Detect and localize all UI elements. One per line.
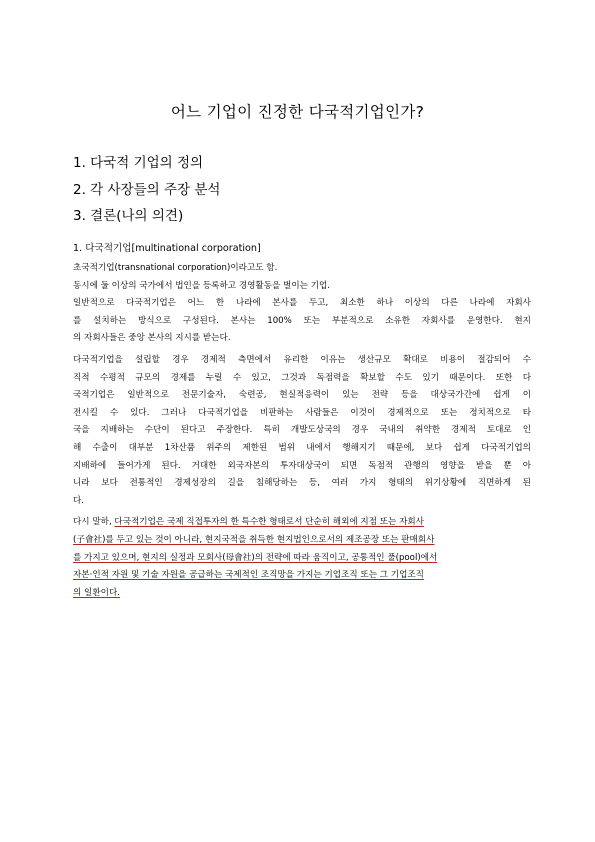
paragraph bbox=[73, 278, 531, 296]
text-line: 해 수출이 대부분 1차산품 위주의 제한된 범위 내에서 행해지기 때문에, 보다 쉽게 다국적기업의 bbox=[73, 442, 531, 453]
text-line: 지배하에 들어가게 된다. 거대한 외국자본의 투자대상국이 되면 독점적 관행의 영향을 받을 뿐 아 bbox=[73, 460, 531, 471]
text-line: 국적기업은 일반적으로 전문기술자, 숙련공, 현실적응력이 있는 전략 등을 대상국가간에 쉽게 이 bbox=[73, 390, 531, 401]
paragraph bbox=[73, 352, 531, 510]
text-line bbox=[73, 567, 531, 585]
text-line: 다국적기업을 설립할 경우 경제적 측면에서 유리한 이유는 생산규모 확대로 비용이 절감되어 수 bbox=[73, 354, 531, 365]
underlined-text: 다국적기업은 국제 직접투자의 한 특수한 형태로서 단순히 해외에 지점 또는 자회사 bbox=[114, 517, 424, 528]
text-line: 니라 보다 전통적인 경제성장의 길을 침해당하는 등, 여러 가지 형태의 위기상황에 직면하게 된 bbox=[73, 478, 531, 489]
section-heading: 1. 다국적기업[multinational corporation] bbox=[73, 243, 261, 254]
text-line: 전시킬 수 있다. 그러나 다국적기업을 비판하는 사람들은 이것이 경제적으로 또는 정치적으로 타 bbox=[73, 407, 531, 418]
underlined-text: 의 일환이다. bbox=[73, 587, 120, 598]
document-title: 어느 기업이 진정한 다국적기업인가? bbox=[170, 103, 425, 121]
text-span: 다시 말하, bbox=[73, 517, 115, 528]
table-of-contents bbox=[73, 150, 220, 230]
text-line bbox=[73, 532, 531, 550]
section-definition bbox=[73, 241, 531, 602]
text-line: 국을 지배하는 수단이 된다고 주장한다. 특히 개발도상국의 경우 국내의 취약한 경제적 토대로 인 bbox=[73, 425, 531, 436]
text-line: 동시에 둘 이상의 국가에서 법인을 등록하고 경영활동을 벌이는 기업. bbox=[73, 280, 331, 291]
text-line: 초국적기업(transnational corporation)이라고도 함. bbox=[73, 263, 278, 273]
paragraph bbox=[73, 260, 531, 278]
text-line: 의 자회사들은 중앙 본사의 지시를 받는다. bbox=[73, 333, 231, 344]
text-line: 를 설치하는 방식으로 구성된다. 본사는 100% 또는 부분적으로 소유한 자회사를 운영한다. 현지 bbox=[73, 315, 531, 326]
toc-item: 1. 다국적 기업의 정의 bbox=[73, 155, 204, 171]
paragraph bbox=[73, 295, 531, 348]
paragraph bbox=[73, 514, 531, 602]
toc-item: 2. 각 사장들의 주장 분석 bbox=[73, 181, 221, 198]
text-line bbox=[73, 514, 531, 532]
text-line bbox=[73, 585, 531, 603]
underlined-text: 를 가지고 있으며, 현지의 실정과 모회사(母會社)의 전략에 따라 움직이고, 공통적인 풀(pool)에서 bbox=[73, 552, 438, 563]
toc-item: 3. 결론(나의 의견) bbox=[73, 208, 184, 224]
underlined-text: (子會社)를 두고 있는 것이 아니라, 현지국적을 취득한 현지법인으로서의 제조공장 또는 판매회사 bbox=[73, 534, 435, 545]
underlined-text: 자본·인적 자원 및 기술 자원을 공급하는 국제적인 조직망을 가지는 기업조직 또는 그 기업조직 bbox=[73, 570, 424, 581]
text-line bbox=[73, 550, 531, 568]
text-line: 일반적으로 다국적기업은 어느 한 나라에 본사를 두고, 최소한 하나 이상의 다른 나라에 자회사 bbox=[73, 298, 531, 309]
text-line: 다. bbox=[73, 495, 85, 506]
text-line: 직적 수평적 규모의 경제를 누릴 수 있고, 그것과 독점력을 확보할 수도 있기 때문이다. 또한 다 bbox=[73, 372, 531, 383]
